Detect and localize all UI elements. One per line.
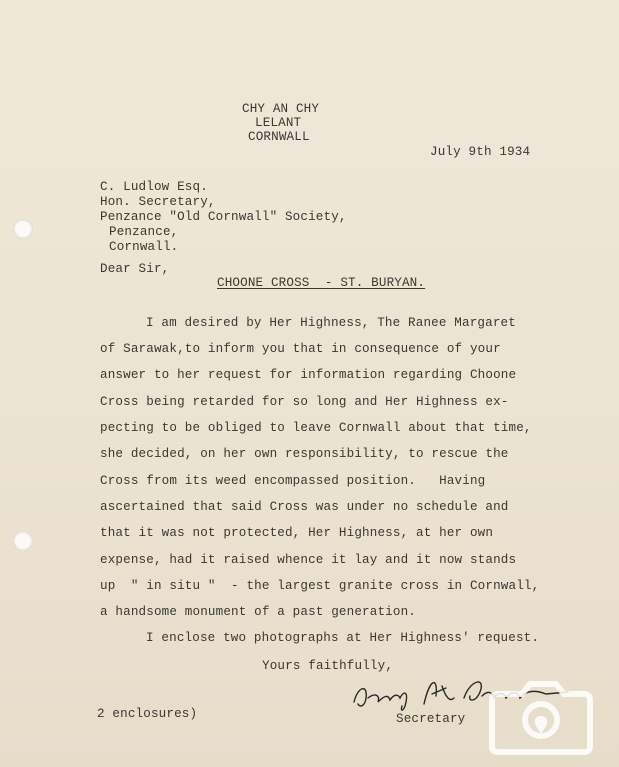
signatory-title: Secretary	[396, 712, 466, 726]
recipient-line-2: Hon. Secretary,	[100, 195, 216, 209]
address-line-1: CHY AN CHY	[242, 102, 320, 116]
recipient-line-5: Cornwall.	[109, 240, 179, 254]
address-line-2: LELANT	[255, 116, 302, 130]
body-line-4: Cross being retarded for so long and Her Highness ex-	[100, 395, 509, 409]
recipient-line-1: C. Ludlow Esq.	[100, 180, 208, 194]
salutation: Dear Sir,	[100, 262, 170, 276]
body-line-2: of Sarawak,to inform you that in consequence of your	[100, 342, 501, 356]
body-line-1: I am desired by Her Highness, The Ranee Margaret	[146, 316, 516, 330]
body-line-5: pecting to be obliged to leave Cornwall about that time,	[100, 421, 532, 435]
body-line-11: up " in situ " - the largest granite cross in Cornwall,	[100, 579, 540, 593]
body-line-3: answer to her request for information regarding Choone	[100, 368, 517, 382]
address-line-3: CORNWALL	[248, 130, 310, 144]
body-line-8: ascertained that said Cross was under no schedule and	[100, 500, 509, 514]
enclosures-note: 2 enclosures)	[97, 707, 198, 721]
camera-watermark-icon	[484, 676, 594, 756]
body-paragraph-2: I enclose two photographs at Her Highness' request.	[146, 631, 540, 645]
recipient-line-4: Penzance,	[109, 225, 179, 239]
body-line-9: that it was not protected, Her Highness, at her own	[100, 526, 494, 540]
subject-line: CHOONE CROSS - ST. BURYAN.	[217, 276, 426, 290]
punch-hole-top	[13, 219, 33, 239]
body-line-10: expense, had it raised whence it lay and it now stands	[100, 553, 517, 567]
body-line-6: she decided, on her own responsibility, to rescue the	[100, 447, 509, 461]
body-line-12: a handsome monument of a past generation.	[100, 605, 417, 619]
recipient-line-3: Penzance "Old Cornwall" Society,	[100, 210, 347, 224]
punch-hole-bottom	[13, 531, 33, 551]
letter-date: July 9th 1934	[430, 145, 531, 159]
body-line-7: Cross from its weed encompassed position. Having	[100, 474, 486, 488]
closing: Yours faithfully,	[262, 659, 394, 673]
